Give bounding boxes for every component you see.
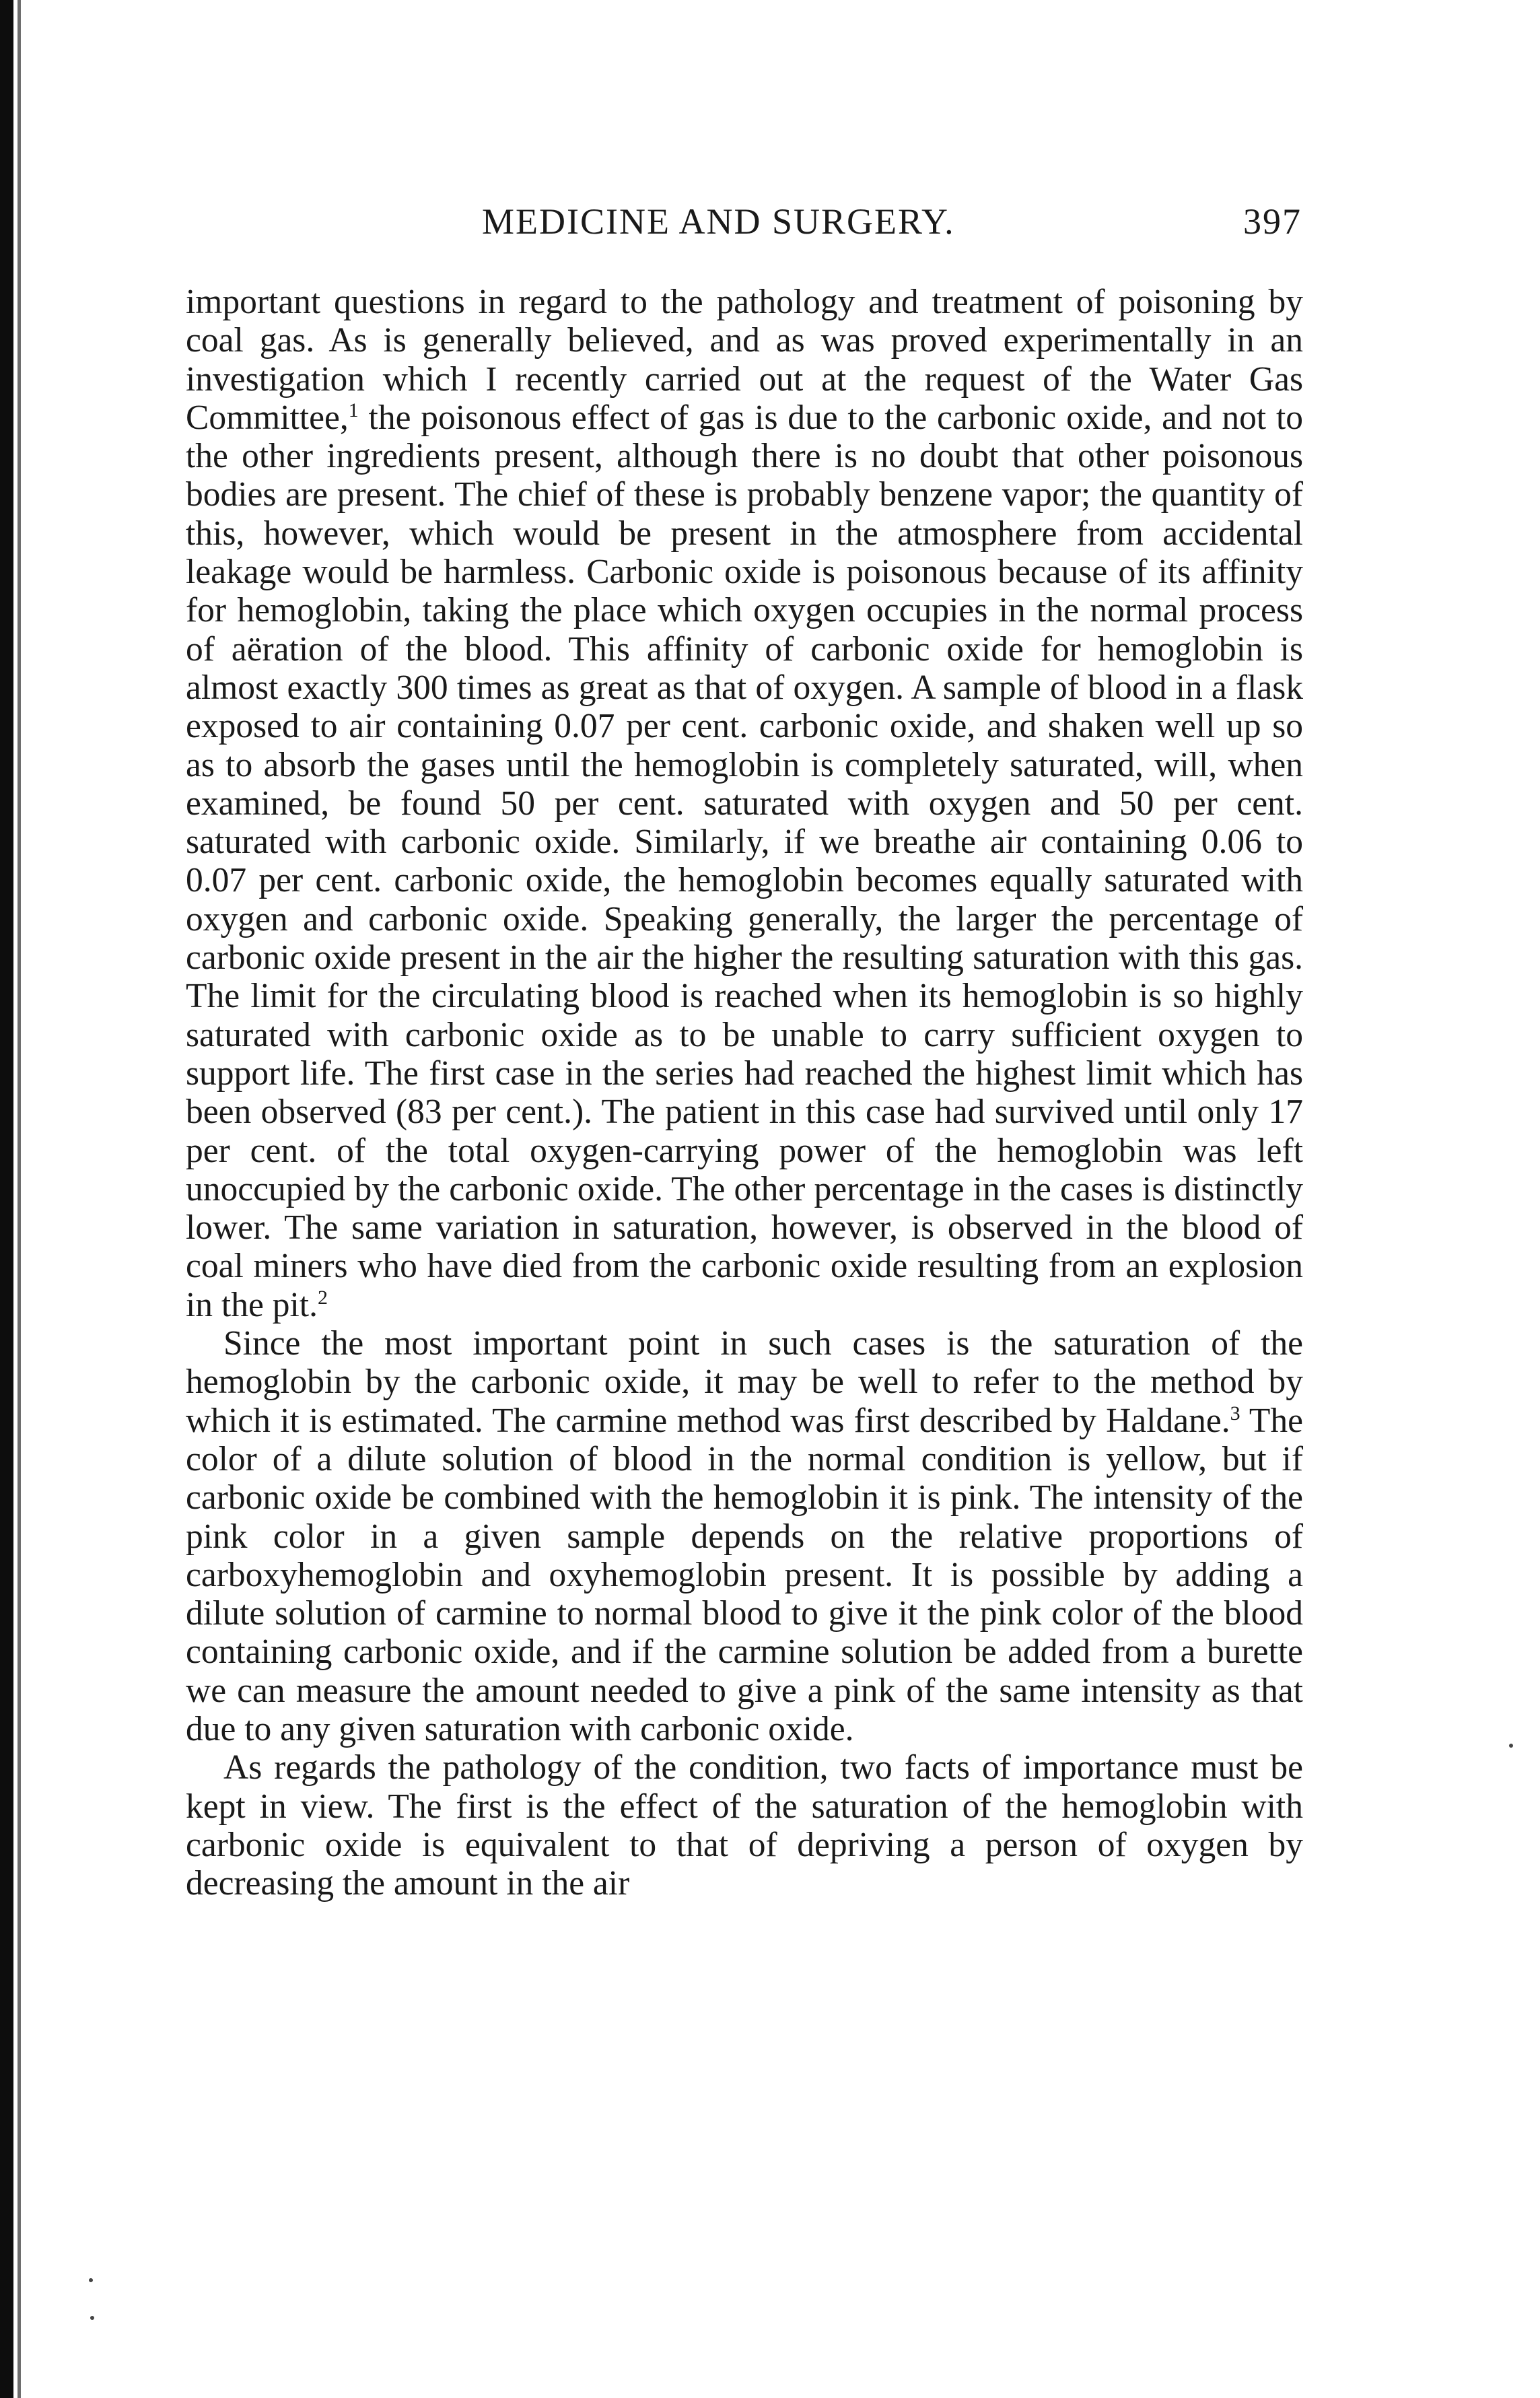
paragraph-3	[186, 1748, 1303, 1903]
footnote-ref-1: 1	[348, 399, 359, 421]
running-head-title: MEDICINE AND SURGERY.	[482, 201, 955, 242]
scan-speck	[1509, 1744, 1513, 1748]
paragraph-1-text-1: important questions in regard to the pathology and treatment of poisoning by coal gas. As is generally believed, and as was proved experimentally in an investigation which I recently carried out at the request of the Water Gas Committee,	[186, 283, 1303, 437]
paragraph-3-text-1: As regards the pathology of the condition, two facts of importance must be kept in view. The first is the effect of the saturation of the hemoglobin with carbonic oxide is equivalent to that of depriving a person of oxygen by decreasing the amount in the air	[186, 1748, 1303, 1903]
footnote-ref-3: 3	[1230, 1402, 1240, 1425]
paragraph-2-text-1: Since the most important point in such cases is the saturation of the hemoglobin by the carbonic oxide, it may be well to refer to the method by which it is estimated. The carmine method was first described by Haldane.	[186, 1324, 1303, 1440]
scan-border	[0, 0, 13, 2398]
scan-speck	[90, 2316, 94, 2320]
footnote-ref-2: 2	[317, 1286, 328, 1309]
body-text	[186, 283, 1303, 1903]
paragraph-1-text-2: the poisonous effect of gas is due to the carbonic oxide, and not to the other ingredients present, although there is no doubt that other poisonous bodies are present. The chief of these is probably benzene vapor; the quantity of this, however, which would be present in the atmosphere from accidental leakage would be harmless. Carbonic oxide is poisonous because of its affinity for hemoglobin, taking the place which oxygen occupies in the normal process of aëration of the blood. This affinity of carbonic oxide for hemoglobin is almost exactly 300 times as great as that of oxygen. A sample of blood in a flask exposed to air containing 0.07 per cent. carbonic oxide, and shaken well up so as to absorb the gases until the hemoglobin is completely saturated, will, when examined, be found 50 per cent. saturated with oxygen and 50 per cent. saturated with carbonic oxide. Similarly, if we breathe air containing 0.06 to 0.07 per cent. carbonic oxide, the hemoglobin becomes equally saturated with oxygen and carbonic oxide. Speaking generally, the larger the percentage of carbonic oxide present in the air the higher the resulting saturation with this gas. The limit for the circulating blood is reached when its hemoglobin is so highly saturated with carbonic oxide as to be unable to carry sufficient oxygen to support life. The first case in the series had reached the highest limit which has been observed (83 per cent.). The patient in this case had survived until only 17 per cent. of the total oxygen-carrying power of the hemoglobin was left unoccupied by the carbonic oxide. The other percentage in the cases is distinctly lower. The same variation in saturation, however, is observed in the blood of coal miners who have died from the carbonic oxide resulting from an explosion in the pit.	[186, 398, 1303, 1324]
paragraph-2	[186, 1324, 1303, 1748]
page-number: 397	[1243, 201, 1302, 242]
paragraph-1	[186, 283, 1303, 1324]
scan-speck	[89, 2278, 93, 2282]
running-head	[186, 201, 1302, 254]
paragraph-2-text-2: The color of a dilute solution of blood in the normal condition is yellow, but if carbonic oxide be combined with the hemoglobin it is pink. The intensity of the pink color in a given sample depends on the relative proportions of carboxyhemoglobin and oxyhemoglobin present. It is possible by adding a dilute solution of carmine to normal blood to give it the pink color of the blood containing carbonic oxide, and if the carmine solution be added from a burette we can measure the amount needed to give a pink of the same intensity as that due to any given saturation with carbonic oxide.	[186, 1401, 1303, 1748]
scan-border-inner	[18, 0, 21, 2398]
